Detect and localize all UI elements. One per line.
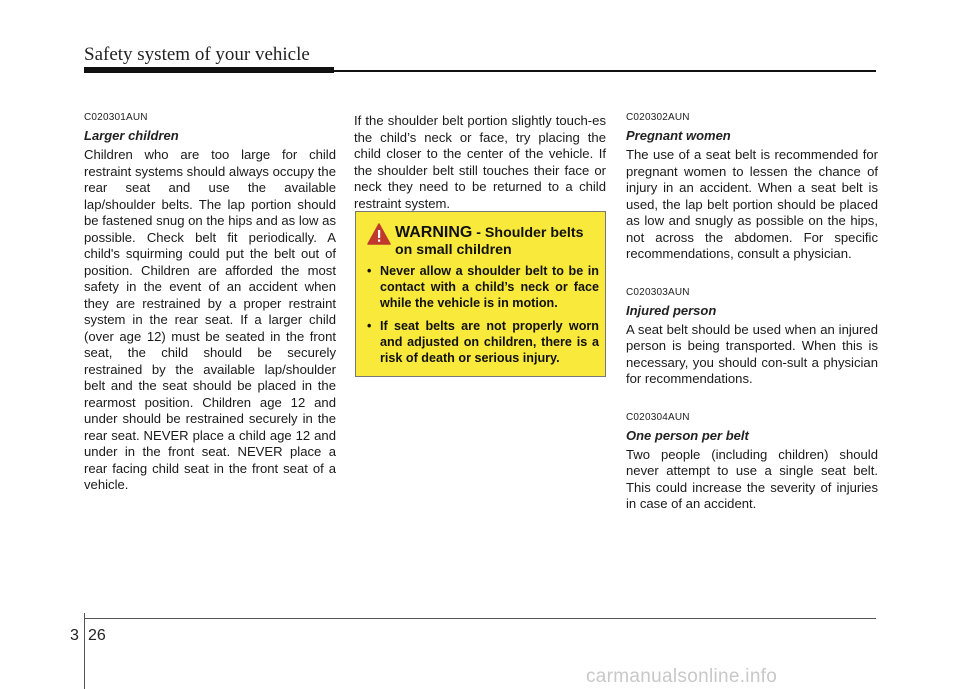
warning-label: WARNING	[395, 224, 473, 241]
warning-item	[365, 263, 599, 311]
warning-item	[365, 318, 599, 366]
section-title: Safety system of your vehicle	[84, 44, 310, 65]
section-heading-larger-children: Larger children	[84, 128, 179, 143]
bullet: •	[367, 319, 372, 333]
warning-item-text: If seat belts are not properly worn and adjusted on children, there is a risk of death or serious injury.	[380, 319, 599, 365]
section-body-larger-children: Children who are too large for child restraint systems should always occupy the rear seat and use the available lap/shoulder belts. The lap portion should be fastened snug on the hips and as low as possible. Check belt fit periodically. A child's squirming could put the belt out of position. Children are afforded the most safety in the event of an accident when they are restrained by a proper restraint system in the rear seat. If a larger child (over age 12) must be seated in the front seat, the child should be securely restrained by the available lap/shoulder belt and the seat should be placed in the rearmost position. Children age 12 and under should be restrained securely in the rear seat. NEVER place a child age 12 and under in the front seat. NEVER place a rear facing child seat in the front seat of a vehicle.	[84, 147, 336, 492]
section-body: A seat belt should be used when an injured person is being transported. When this is necessary, you should con-sult a physician for recommendations.	[626, 321, 878, 386]
warning-box	[355, 211, 606, 377]
section-heading: Injured person	[626, 302, 717, 318]
watermark: carmanualsonline.info	[586, 666, 778, 687]
section-one-person-per-belt	[626, 412, 878, 513]
warning-subtitle: - Shoulder belts on small children	[395, 225, 584, 258]
section-code: C020303AUN	[626, 286, 690, 298]
section-injured-person	[626, 287, 878, 388]
column-middle	[354, 113, 606, 212]
warning-triangle-icon	[367, 223, 391, 245]
header-rule	[334, 70, 876, 72]
section-pregnant-women	[626, 112, 878, 263]
column-right	[626, 112, 878, 537]
bullet: •	[367, 264, 372, 278]
chapter-number: 3	[70, 627, 79, 644]
section-code: C020304AUN	[626, 411, 690, 423]
warning-title	[395, 224, 600, 259]
section-heading: One person per belt	[626, 427, 749, 443]
warning-list	[365, 263, 599, 373]
shoulder-belt-paragraph: If the shoulder belt portion slightly touch-es the child’s neck or face, try placing the child closer to the center of the vehicle. If the shoulder belt still touches their face or neck they need to be returned to a child restraint system.	[354, 113, 606, 211]
header-bar-thick	[84, 67, 334, 73]
warning-item-text: Never allow a shoulder belt to be in contact with a child’s neck or face while the vehicle is in motion.	[380, 264, 599, 310]
section-body: Two people (including children) should never attempt to use a single seat belt. This could increase the severity of injuries in case of an accident.	[626, 446, 878, 511]
section-heading: Pregnant women	[626, 128, 731, 143]
footer-divider-vertical	[84, 613, 85, 689]
section-code: C020301AUN	[84, 112, 148, 123]
section-code: C020302AUN	[626, 112, 690, 123]
section-body: The use of a seat belt is recommended for pregnant women to lessen the chance of injury in an accident. When a seat belt is used, the lap belt portion should be placed as low and snugly as possible on the hips, not across the abdomen. For specific recommendations, consult a physician.	[626, 147, 878, 261]
page-number: 26	[88, 627, 106, 644]
column-left	[84, 112, 336, 494]
footer-divider-horizontal	[84, 618, 876, 619]
